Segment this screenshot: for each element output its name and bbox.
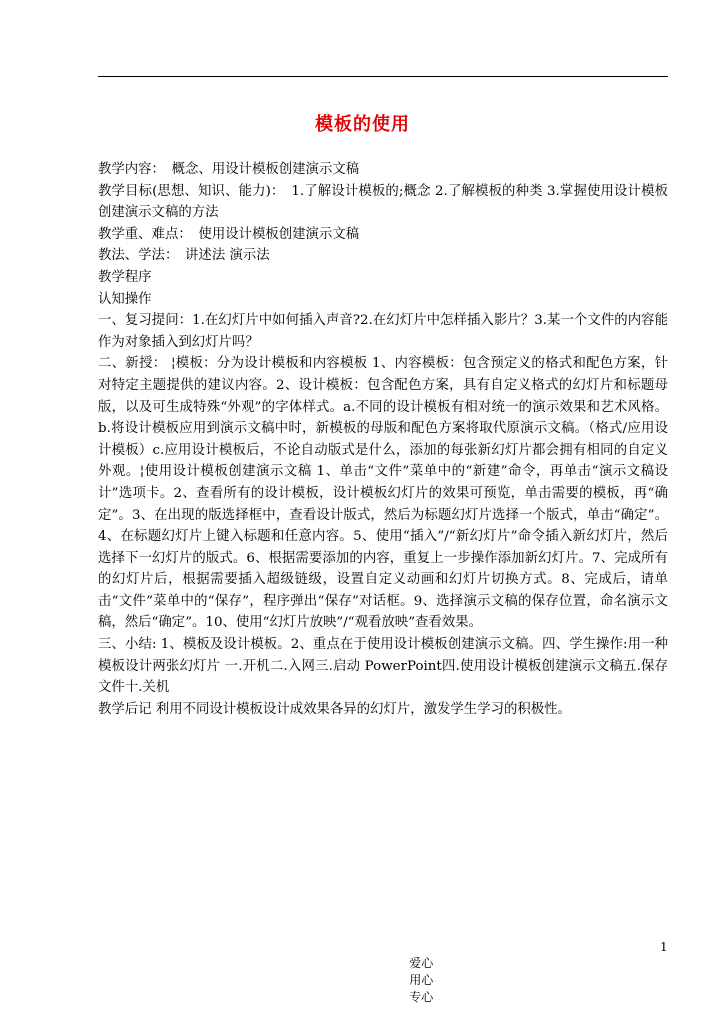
paragraph-procedure-heading: 教学程序 <box>98 269 152 285</box>
paragraph-methods: 教法、学法： 讲述法 演示法 <box>98 248 270 264</box>
paragraph-cognitive-operation: 认知操作 <box>98 291 152 307</box>
paragraph-key-points: 教学重、难点： 使用设计模板创建演示文稿 <box>98 226 360 242</box>
footer-motto-item: 爱心 <box>409 956 434 970</box>
footer-motto <box>306 940 453 1019</box>
page-number: 1 <box>660 940 668 954</box>
document-title: 模板的使用 <box>315 114 410 135</box>
footer-motto-item: 用心 <box>409 973 434 987</box>
paragraph-new-lesson: 二、新授： ¦模板：分为设计模板和内容模板 1、内容模板：包含预定义的格式和配色方案，针对特定主题提供的建议内容。2、设计模板：包含配色方案，具有自定义格式的幻灯片和标题母版，以及可生成特殊“外观”的字体样式。a.不同的设计模板有相对统一的演示效果和艺术风格。b.将设计模板应用到演示文稿中时，新模板的母版和配色方案将取代原演示文稿。（格式/应用设计模板）c.应用设计模板后，不论自动版式是什么，添加的每张新幻灯片都会拥有相同的自定义外观。¦使用设计模板创建演示文稿 1、单击“文件”菜单中的“新建”命令，再单击“演示文稿设计”选项卡。2、查看所有的设计模板，设计模板幻灯片的效果可预览，单击需要的模板，再“确定”。3、在出现的版选择框中，查看设计版式，然后为标题幻灯片选择一个版式，单击“确定”。4、在标题幻灯片上键入标题和任意内容。5、使用“插入”/“新幻灯片”命令插入新幻灯片，然后选择下一幻灯片的版式。6、根据需要添加的内容，重复上一步操作添加新幻灯片。7、完成所有的幻灯片后，根据需要插入超级链级，设置自定义动画和幻灯片切换方式。8、完成后，请单击“文件”菜单中的“保存”，程序弹出“保存”对话框。9、选择演示文稿的保存位置，命名演示文稿，然后“确定”。10、使用“幻灯片放映”/“观看放映”查看效果。 <box>98 356 668 631</box>
paragraph-summary: 三、小结: 1、模板及设计模板。2、重点在于使用设计模板创建演示文稿。四、学生操作:用一种模板设计两张幻灯片 一.开机二.入网三.启动 PowerPoint四.使用设计模板创建演示文稿五.保存文件十.关机 <box>98 637 668 696</box>
paragraph-teaching-goals: 教学目标(思想、知识、能力)： 1.了解设计模板的;概念 2.了解模板的种类 3.掌握使用设计模板创建演示文稿的方法 <box>98 183 668 221</box>
document-body <box>98 159 668 720</box>
paragraph-afterword: 教学后记 利用不同设计模板设计成效果各异的幻灯片，激发学生学习的积极性。 <box>98 701 571 717</box>
header-rule <box>98 76 668 77</box>
paragraph-review-questions: 一、复习提问：1.在幻灯片中如何插入声音?2.在幻灯片中怎样插入影片？3.某一个文件的内容能作为对象插入到幻灯片吗？ <box>98 313 668 350</box>
paragraph-teaching-content: 教学内容： 概念、用设计模板创建演示文稿 <box>98 162 360 177</box>
footer-motto-item: 专心 <box>409 990 434 1004</box>
